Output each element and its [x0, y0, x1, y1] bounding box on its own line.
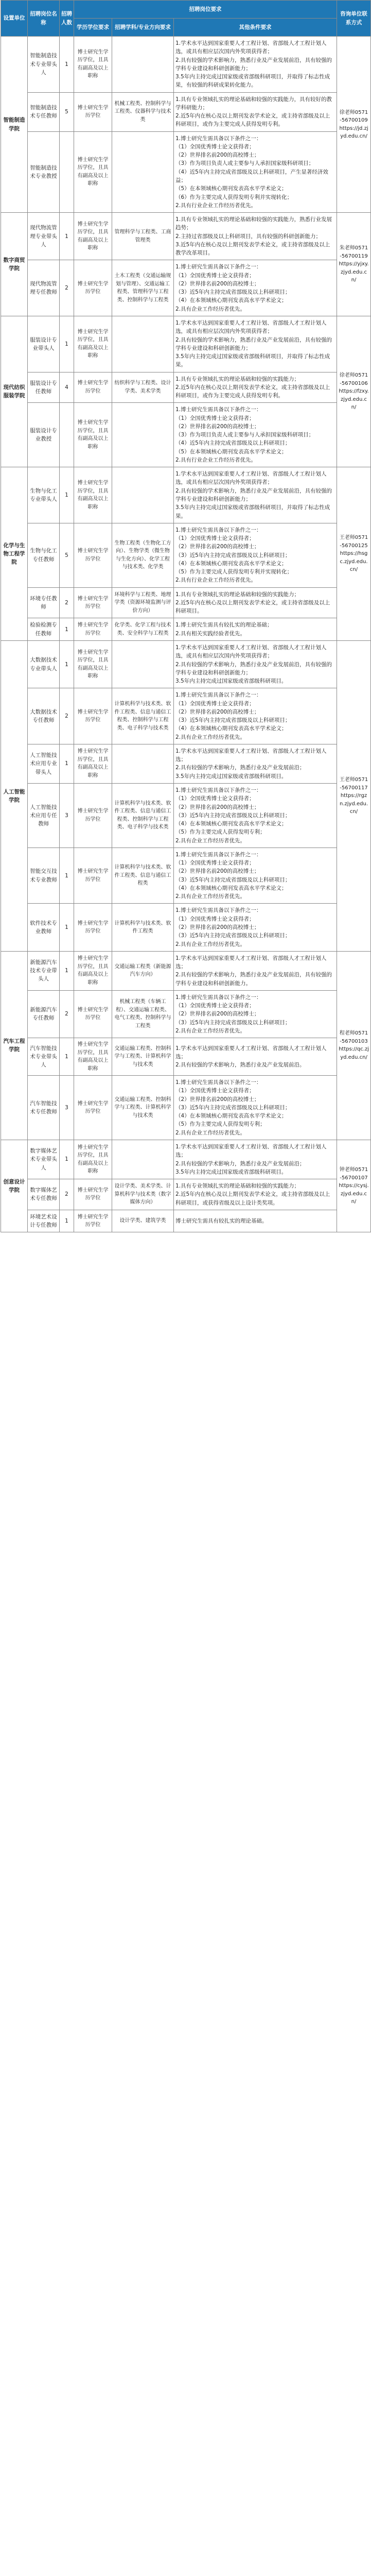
requirement-line: 2.具有企业工作经历者优先。	[175, 1129, 246, 1136]
post-name: 服装设计专任教师	[28, 372, 60, 403]
header-unit: 设置单位	[1, 1, 28, 37]
major-requirement: 土木工程类（交通运输规划与管理）、交通运输工程类、管理科学与工程类、控制科学与工程类	[112, 260, 174, 316]
requirement-line: 1.学术水平达到国家重要人才工程计划、省部级人才工程计划人选；	[175, 1144, 327, 1159]
degree-requirement: 博士研究生学历学位，且具有副高及以上职称	[74, 641, 112, 688]
requirement-line: 2.具有企业工作经历者优先。	[175, 837, 246, 844]
other-requirements	[174, 1076, 337, 1140]
table-body	[1, 37, 371, 1232]
degree-requirement: 博士研究生学历学位，且具有副高及以上职称	[74, 951, 112, 990]
major-requirement: 计算机科学与技术类、软件工程类、信息与通信工程类、控制科学与工程类、电子科学与技术类	[112, 688, 174, 744]
requirement-line: （2）世界排名前200的高校博士；	[175, 708, 260, 715]
requirement-line: （5）在本领域核心期刊发表高水平学术论文；	[175, 448, 287, 455]
degree-requirement: 博士研究生学历学位	[74, 848, 112, 904]
post-name: 生物与化工专业带头人	[28, 467, 60, 523]
requirement-line: 2.具有较强的学术影响力，熟悉行业及产业发展前沿。	[175, 1062, 305, 1069]
requirement-line: （3）近5年内主持完成省部级及以上科研项目；	[175, 289, 291, 296]
table-row	[1, 1140, 371, 1179]
requirement-line: 2.具有行业企业工作经历者优先。	[175, 202, 257, 209]
requirement-line: （2）世界排名前200的高校博士；	[175, 423, 260, 430]
other-requirements	[174, 618, 337, 641]
other-requirements	[174, 848, 337, 904]
requirement-line: 1.具有专业领域扎实的理论基础和较强的实践能力，熟悉行业发展趋势；	[175, 216, 332, 231]
degree-requirement: 博士研究生学历学位	[74, 1076, 112, 1140]
major-requirement: 机械工程类、控制科学与工程类、仪器科学与技术类	[112, 92, 174, 131]
major-requirement: 交通运输工程类（新能源汽车方向）	[112, 951, 174, 990]
degree-requirement: 博士研究生学历学位	[74, 587, 112, 618]
unit-contact: 王老师0571-56700125https://hsgc.zjyd.edu.cn/	[337, 467, 371, 641]
requirement-line: （2）世界排名前200的高校博士；	[175, 544, 260, 550]
major-requirement	[112, 403, 174, 467]
requirement-line: （2）世界排名前200的高校博士；	[175, 152, 260, 159]
requirement-line: 3.5年内主持完成过国家级或省部级科研项目。	[175, 678, 287, 685]
post-name: 检验检测专任教师	[28, 618, 60, 641]
requirement-line: 2.具有行业企业工作经历者优先。	[175, 577, 257, 584]
requirement-line: （4）近5年内主持完成省部级及以上科研项目，产生显著经济效益；	[175, 168, 328, 183]
major-requirement: 化学类、化学工程与技术类、安全科学与工程类	[112, 618, 174, 641]
post-count: 1	[60, 1038, 74, 1076]
requirement-line: 2.具有企业工作经历者优先。	[175, 734, 246, 740]
requirement-line: （3）近5年内主持完成省部级及以上科研项目；	[175, 1104, 291, 1111]
requirement-line: （4）在本领域核心期刊发表高水平学术论文；	[175, 560, 287, 567]
post-count: 1	[60, 1210, 74, 1232]
requirement-line: （4）近5年内主持完成省部级及以上科研项目；	[175, 440, 291, 447]
requirement-line: 2.具有企业工作经历者优先。	[175, 941, 246, 947]
requirement-line: 2.具有相关实践经验者优先。	[175, 630, 246, 637]
requirement-line: 1.博士研究生需具备以下条件之一：	[175, 907, 262, 914]
major-requirement: 设计学类、美术学类、计算机科学与技术类（数字媒体方向）	[112, 1179, 174, 1210]
requirement-line: （4）在本领域核心期刊发表高水平学术论文；	[175, 297, 287, 304]
requirement-line: （5）作为主要完成人获得发明专利；	[175, 829, 266, 836]
other-requirements	[174, 213, 337, 260]
requirement-line: （4）在本领域核心期刊发表高水平学术论文；	[175, 885, 287, 891]
post-count: 1	[60, 904, 74, 951]
requirement-line: 2.主持过省部级及以上科研项目，具有较强的科研创新能力；	[175, 233, 322, 240]
table-row	[1, 904, 371, 951]
table-row	[1, 951, 371, 990]
post-name: 汽车智能技术专业带头人	[28, 1038, 60, 1076]
post-count: 1	[60, 316, 74, 372]
requirement-line: 2.具有较强的学术影响力，熟悉行业及产业发展前沿；	[175, 1160, 305, 1167]
other-requirements	[174, 1210, 337, 1232]
degree-requirement: 博士研究生学历学位	[74, 523, 112, 587]
unit-name: 智能制造学院	[1, 37, 28, 213]
table-row	[1, 1038, 371, 1076]
other-requirements	[174, 1038, 337, 1076]
post-count: 1	[60, 641, 74, 688]
post-name: 智能制造技术专任教师	[28, 92, 60, 131]
post-name: 现代物流管理专任教师	[28, 260, 60, 316]
requirement-line: 1.具有专业领域扎实的理论基础和较强的实践能力；	[175, 591, 300, 598]
requirement-line: 1.学术水平达到国家重要人才工程计划、省部级人才工程计划人选；	[175, 955, 327, 970]
requirement-line: （2）世界排名前200的高校博士；	[175, 1096, 260, 1103]
unit-contact: 王老师0571-56700117https://rgzn.zjyd.edu.cn/	[337, 641, 371, 952]
other-requirements	[174, 131, 337, 212]
requirement-line: （6）作为主要完成人获得发明专利并实现转化；	[175, 194, 293, 200]
post-count: 2	[60, 688, 74, 744]
requirement-line: （3）近5年内主持完成省部级及以上科研项目；	[175, 552, 291, 558]
requirement-line: 1.博士研究生需具备以下条件之一：	[175, 1079, 262, 1086]
requirement-line: 1.学术水平达到国家重要人才工程计划、省部级人才工程计划人选；	[175, 1045, 327, 1060]
requirement-line: 3.5年内主持完成过国家级或省部级科研项目。	[175, 773, 287, 779]
post-count: 3	[60, 1076, 74, 1140]
table-row	[1, 744, 371, 783]
requirement-line: （1）全国优秀博士论文获得者；	[175, 272, 255, 279]
major-requirement	[112, 37, 174, 93]
major-requirement	[112, 1140, 174, 1179]
requirement-line: 2.具有较强的学术影响力，熟悉行业及产业发展前沿，具有较强的学科专业建设和科研创新能力。	[175, 972, 332, 987]
requirement-line: 1.学术水平达到国家重要人才工程计划、省部级人才工程计划人选，或具有相应层次国内外奖项获得者；	[175, 319, 327, 335]
recruitment-table	[1, 0, 371, 1232]
table-row	[1, 467, 371, 523]
post-name: 智能制造技术专业教授	[28, 131, 60, 212]
post-count: 1	[60, 467, 74, 523]
header-contact: 咨询单位联系方式	[337, 1, 371, 37]
table-header	[1, 1, 371, 37]
unit-contact: 钟老师0571-56700107https://cysj.zjyd.edu.cn/	[337, 1140, 371, 1232]
other-requirements	[174, 1140, 337, 1179]
requirement-line: 2.具有较强的学术影响力，熟悉行业及产业发展前沿，具有较强的学科专业建设和科研创新能力；	[175, 487, 332, 503]
requirement-line: 1.具有专业领域扎实的理论基础和较强的实践能力；	[175, 376, 300, 382]
degree-requirement: 博士研究生学历学位	[74, 990, 112, 1038]
major-requirement: 交通运输工程类、控制科学与工程类、计算机科学与技术类	[112, 1038, 174, 1076]
requirement-line: （1）全国优秀博士论文获得者；	[175, 415, 255, 421]
post-count: 1	[60, 951, 74, 990]
major-requirement	[112, 316, 174, 372]
post-name: 服装设计专业带头人	[28, 316, 60, 372]
degree-requirement: 博士研究生学历学位	[74, 92, 112, 131]
post-name: 环境艺术设计专任教师	[28, 1210, 60, 1232]
header-major: 招聘学科/专业方向要求	[112, 19, 174, 37]
post-name: 汽车智能技术专任教师	[28, 1076, 60, 1140]
table-row	[1, 37, 371, 93]
table-row	[1, 372, 371, 403]
requirement-line: （2）世界排名前200的高校博士；	[175, 924, 260, 930]
other-requirements	[174, 783, 337, 848]
degree-requirement: 博士研究生学历学位，且具有副高及以上职称	[74, 316, 112, 372]
degree-requirement: 博士研究生学历学位	[74, 260, 112, 316]
requirement-line: 1.学术水平达到国家重要人才工程计划、省部级人才工程计划人选；	[175, 748, 327, 763]
requirement-line: 1.博士研究生需具备以下条件之一：	[175, 692, 262, 699]
other-requirements	[174, 403, 337, 467]
requirement-line: 2.近5年内在核心及以上期刊发表学术论文，或主持省部级及以上科研项目。	[175, 599, 330, 615]
other-requirements	[174, 1179, 337, 1210]
post-count	[60, 403, 74, 467]
table-row	[1, 1076, 371, 1140]
unit-name: 数字商贸学院	[1, 213, 28, 316]
requirement-line: （1）全国优秀博士论文获得者；	[175, 1003, 255, 1009]
degree-requirement: 博士研究生学历学位，且具有副高及以上职称	[74, 37, 112, 93]
degree-requirement: 博士研究生学历学位	[74, 783, 112, 848]
requirement-line: （3）近5年内主持完成省部级及以上科研项目；	[175, 717, 291, 724]
requirement-line: 2.具有较强的学术影响力，熟悉行业及产业发展前沿；	[175, 765, 305, 771]
other-requirements	[174, 316, 337, 372]
header-post: 招聘岗位名称	[28, 1, 60, 37]
unit-name: 化学与生物工程学院	[1, 467, 28, 641]
post-count: 5	[60, 523, 74, 587]
major-requirement: 生物工程类（生物化工方向）、生物学类（微生物与生化方向）、化学工程与技术类、化学类	[112, 523, 174, 587]
requirement-line: （2）世界排名前200的高校博士；	[175, 804, 260, 810]
other-requirements	[174, 990, 337, 1038]
post-count: 1	[60, 848, 74, 904]
major-requirement	[112, 641, 174, 688]
requirement-line: 2.具有较强的学术影响力，熟悉行业及产业发展前沿，具有较强的学科专业建设和科研创新能力；	[175, 57, 332, 72]
post-name: 人工智能技术应用专业带头人	[28, 744, 60, 783]
major-requirement: 交通运输工程类、控制科学与工程类、计算机科学与技术类	[112, 1076, 174, 1140]
major-requirement: 管理科学与工程类、工商管理类	[112, 213, 174, 260]
major-requirement	[112, 467, 174, 523]
requirement-line: （1）全国优秀博士论文获得者；	[175, 143, 255, 150]
requirement-line: 2.具有企业工作经历者优先。	[175, 306, 246, 312]
post-name: 数字媒体艺术专业带头人	[28, 1140, 60, 1179]
requirement-line: （1）全国优秀博士论文获得者；	[175, 795, 255, 802]
other-requirements	[174, 523, 337, 587]
degree-requirement: 博士研究生学历学位，且具有副高及以上职称	[74, 403, 112, 467]
header-other: 其他条件要求	[174, 19, 337, 37]
page	[1, 0, 370, 1232]
requirement-line: （4）在本领域核心期刊发表高水平学术论文；	[175, 821, 287, 827]
requirement-line: 3.近5年内在核心及以上期刊发表学术论文，或主持省部级及以上教学改革项目。	[175, 241, 330, 257]
degree-requirement: 博士研究生学历学位	[74, 1210, 112, 1232]
post-name: 现代物流管理专业带头人	[28, 213, 60, 260]
major-requirement: 计算机科学与技术类、软件工程类	[112, 904, 174, 951]
other-requirements	[174, 37, 337, 93]
other-requirements	[174, 467, 337, 523]
post-count: 1	[60, 1140, 74, 1179]
header-count: 招聘人数	[60, 1, 74, 37]
requirement-line: （3）近5年内主持完成省部级及以上科研项目；	[175, 876, 291, 883]
post-name: 智能制造技术专业带头人	[28, 37, 60, 93]
requirement-line: （5）在本领域核心期刊发表高水平学术论文；	[175, 185, 287, 192]
requirement-line: 2.近5年内在核心及以上期刊发表学术论文，或主持省部级及以上科研项目，或获得省级及以上设计类奖项。	[175, 1191, 330, 1206]
requirement-line: （2）世界排名前200的高校博士；	[175, 868, 260, 875]
major-requirement: 计算机科学与技术类、软件工程类、信息与通信工程类	[112, 848, 174, 904]
requirement-line: 1.博士研究生需具备以下条件之一：	[175, 264, 262, 270]
degree-requirement: 博士研究生学历学位，且具有副高及以上职称	[74, 744, 112, 783]
post-name: 新能源汽车专任教师	[28, 990, 60, 1038]
table-row	[1, 990, 371, 1038]
degree-requirement: 博士研究生学历学位，且具有副高及以上职称	[74, 213, 112, 260]
post-name: 数字媒体艺术专任教师	[28, 1179, 60, 1210]
requirement-line: 1.学术水平达到国家重要人才工程计划、省部级人才工程计划人选，或具有相应层次国内外奖项获得者；	[175, 471, 327, 486]
major-requirement: 纺织科学与工程类、设计学类、美术学类	[112, 372, 174, 403]
post-name: 大数据技术专任教师	[28, 688, 60, 744]
post-count: 2	[60, 990, 74, 1038]
requirement-line: （5）作为主要完成人获得发明专利并实现转化；	[175, 569, 293, 575]
unit-contact: 徐老师0571-56700106https://fzxy.zjyd.edu.cn/	[337, 316, 371, 467]
degree-requirement: 博士研究生学历学位，且具有副高及以上职称	[74, 1038, 112, 1076]
other-requirements	[174, 951, 337, 990]
table-row	[1, 213, 371, 260]
requirement-line: （1）全国优秀博士论文获得者；	[175, 700, 255, 707]
header-group: 招聘岗位要求	[74, 1, 337, 19]
post-count: 2	[60, 1179, 74, 1210]
table-row	[1, 641, 371, 688]
table-row	[1, 587, 371, 618]
requirement-line: 1.具有专业领域扎实的理论基础和较强的实践能力，具有较好的教学科研能力；	[175, 96, 332, 111]
unit-name: 汽车工程学院	[1, 951, 28, 1140]
post-count: 2	[60, 260, 74, 316]
requirement-line: 1.博士研究生需具有较扎实的理论基础；	[175, 622, 273, 629]
post-count: 5	[60, 92, 74, 131]
degree-requirement: 博士研究生学历学位	[74, 372, 112, 403]
requirement-line: （3）近5年内主持完成省部级及以上科研项目；	[175, 933, 291, 939]
unit-contact: 朱老师0571-56700119https://yjxy.zjyd.edu.cn/	[337, 213, 371, 316]
major-requirement: 设计学类、建筑学类	[112, 1210, 174, 1232]
major-requirement	[112, 744, 174, 783]
degree-requirement: 博士研究生学历学位	[74, 618, 112, 641]
requirement-line: 1.博士研究生需具备以下条件之一：	[175, 787, 262, 793]
major-requirement: 环境科学与工程类、地理学类（资源环境监测与评价方向）	[112, 587, 174, 618]
post-count: 3	[60, 783, 74, 848]
post-count: 1	[60, 37, 74, 93]
major-requirement	[112, 131, 174, 212]
header-degree: 学历学位要求	[74, 19, 112, 37]
requirement-line: 1.博士研究生需具备以下条件之一：	[175, 851, 262, 858]
major-requirement: 计算机科学与技术类、软件工程类、信息与通信工程类、控制科学与工程类、电子科学与技术类	[112, 783, 174, 848]
post-name: 智能交互技术专业教师	[28, 848, 60, 904]
other-requirements	[174, 744, 337, 783]
post-count: 1	[60, 744, 74, 783]
requirement-line: 2.具有较强的学术影响力，熟悉行业及产业发展前沿，具有较强的学科专业建设和科研创新能力；	[175, 661, 332, 676]
degree-requirement: 博士研究生学历学位，且具有副高及以上职称	[74, 131, 112, 212]
table-row	[1, 1179, 371, 1210]
requirement-line: 3.5年内主持完成过国家级或省部级科研项目，并取得了标志性成果。	[175, 504, 330, 519]
requirement-line: 2.近5年内在核心及以上期刊发表学术论文，或主持省部级及以上科研项目，或作为主要完成人获得发明专利。	[175, 384, 330, 399]
requirement-line: （2）世界排名前200的高校博士；	[175, 1011, 260, 1018]
requirement-line: （5）作为主要完成人获得发明专利；	[175, 1121, 266, 1128]
table-row	[1, 131, 371, 212]
post-count: 2	[60, 587, 74, 618]
requirement-line: 1.博士研究生需具备以下条件之一：	[175, 406, 262, 413]
requirement-line: 1.学术水平达到国家重要人才工程计划、省部级人才工程计划人选，或具有相应层次国内外奖项获得者；	[175, 40, 327, 55]
post-name: 环境专任教师	[28, 587, 60, 618]
other-requirements	[174, 904, 337, 951]
requirement-line: 3.5年内主持完成过国家级或省部级科研项目，并取得了标志性成果。	[175, 353, 330, 368]
unit-name: 人工智能学院	[1, 641, 28, 952]
requirement-line: （4）在本领域核心期刊发表高水平学术论文；	[175, 725, 287, 732]
post-name: 服装设计专业教授	[28, 403, 60, 467]
other-requirements	[174, 641, 337, 688]
degree-requirement: 博士研究生学历学位，且具有副高及以上职称	[74, 467, 112, 523]
requirement-line: 2.具有行业企业工作经历者优先。	[175, 456, 257, 463]
requirement-line: 1.具有专业领域扎实的理论基础和较强的实践能力；	[175, 1183, 300, 1190]
table-row	[1, 618, 371, 641]
requirement-line: （3）近5年内主持完成省部级及以上科研项目；	[175, 1019, 291, 1026]
post-name: 大数据技术专业带头人	[28, 641, 60, 688]
unit-contact: 徐老师0571-56700109https://jd.zjyd.edu.cn/	[337, 37, 371, 213]
degree-requirement: 博士研究生学历学位	[74, 904, 112, 951]
requirement-line: 2.具有较强的学术影响力，熟悉行业及产业发展前沿，具有较强的学科专业建设和科研创新能力；	[175, 336, 332, 351]
degree-requirement: 博士研究生学历学位	[74, 1179, 112, 1210]
post-count: 4	[60, 372, 74, 403]
other-requirements	[174, 260, 337, 316]
requirement-line: （3）作为项目负责人或主要参与人承担国家级科研项目；	[175, 160, 314, 167]
requirement-line: （1）全国优秀博士论文获得者；	[175, 1088, 255, 1094]
unit-name: 创意设计学院	[1, 1140, 28, 1232]
requirement-line: 博士研究生需具有较扎实的理论基础。	[175, 1218, 268, 1224]
table-row	[1, 688, 371, 744]
major-requirement: 机械工程类（车辆工程）、交通运输工程类、电气工程类、控制科学与工程类	[112, 990, 174, 1038]
post-name: 生物与化工专任教师	[28, 523, 60, 587]
requirement-line: 1.博士研究生需具备以下条件之一：	[175, 994, 262, 1001]
requirement-line: 1.博士研究生需具备以下条件之一：	[175, 135, 262, 142]
requirement-line: （1）全国优秀博士论文获得者；	[175, 535, 255, 542]
requirement-line: （2）世界排名前200的高校博士；	[175, 280, 260, 287]
table-row	[1, 403, 371, 467]
requirement-line: 3.5年内主持完成过国家级或省部级科研项目。	[175, 1168, 287, 1175]
degree-requirement: 博士研究生学历学位，且具有副高及以上职称	[74, 1140, 112, 1179]
requirement-line: 2.近5年内在核心及以上期刊发表学术论文，或主持省部级及以上科研项目，或作为主要完成人获得发明专利。	[175, 113, 330, 128]
table-row	[1, 260, 371, 316]
post-name: 人工智能技术应用专任教师	[28, 783, 60, 848]
unit-contact: 程老师0571-56700103https://qc.zjyd.edu.cn/	[337, 951, 371, 1140]
degree-requirement: 博士研究生学历学位	[74, 688, 112, 744]
unit-name: 现代纺织服装学院	[1, 316, 28, 467]
requirement-line: （3）近5年内主持完成省部级及以上科研项目；	[175, 812, 291, 819]
requirement-line: （4）在本领域核心期刊发表高水平学术论文；	[175, 1113, 287, 1120]
post-count: 1	[60, 618, 74, 641]
table-row	[1, 783, 371, 848]
table-row	[1, 1210, 371, 1232]
requirement-line: 1.博士研究生需具备以下条件之一：	[175, 527, 262, 533]
other-requirements	[174, 688, 337, 744]
requirement-line: 2.具有企业工作经历者优先。	[175, 893, 246, 900]
table-row	[1, 316, 371, 372]
post-name: 软件技术专业教师	[28, 904, 60, 951]
table-row	[1, 92, 371, 131]
requirement-line: （3）作为项目负责人或主要参与人承担国家级科研项目；	[175, 432, 314, 438]
table-row	[1, 848, 371, 904]
other-requirements	[174, 587, 337, 618]
post-count	[60, 131, 74, 212]
post-count: 1	[60, 213, 74, 260]
other-requirements	[174, 372, 337, 403]
table-row	[1, 523, 371, 587]
requirement-line: 2.具有企业工作经历者优先。	[175, 1027, 246, 1034]
requirement-line: 1.学术水平达到国家重要人才工程计划、省部级人才工程计划人选，或具有相应层次国内外奖项获得者；	[175, 645, 327, 659]
requirement-line: （1）全国优秀博士论文获得者；	[175, 860, 255, 867]
requirement-line: （1）全国优秀博士论文获得者；	[175, 916, 255, 922]
other-requirements	[174, 92, 337, 131]
requirement-line: 3.5年内主持完成过国家级或省部级科研项目，并取得了标志性成果，有较强的科研成果转化能力。	[175, 74, 330, 89]
post-name: 新能源汽车技术专业带头人	[28, 951, 60, 990]
